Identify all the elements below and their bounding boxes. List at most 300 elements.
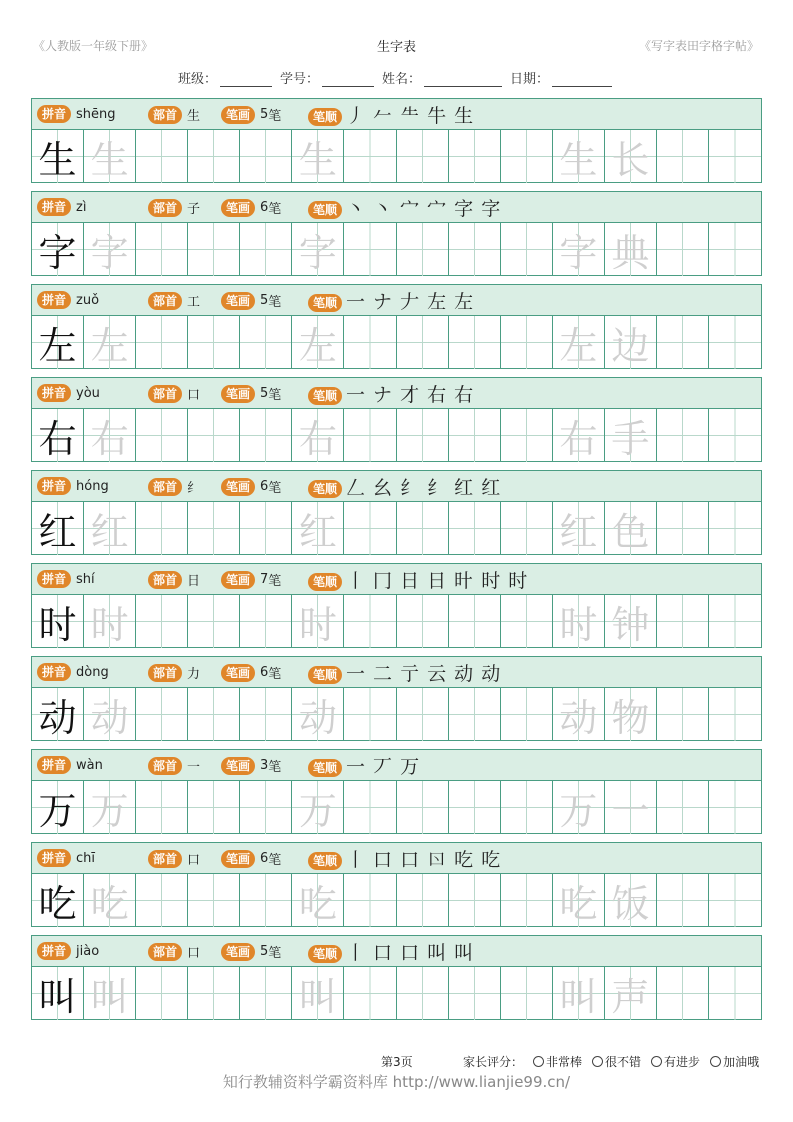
practice-cell[interactable] — [397, 874, 449, 927]
practice-cell[interactable] — [344, 502, 396, 555]
practice-cell[interactable] — [397, 781, 449, 834]
practice-cell[interactable] — [344, 130, 396, 183]
stroke-order-group — [308, 756, 420, 779]
trace-character[interactable]: 万 — [292, 781, 344, 834]
practice-cell[interactable] — [501, 874, 553, 927]
practice-cell[interactable] — [136, 223, 188, 276]
row-header — [32, 564, 761, 595]
practice-cell[interactable] — [657, 316, 709, 369]
practice-cell[interactable] — [657, 595, 709, 648]
trace-character[interactable]: 生 — [292, 130, 344, 183]
model-character[interactable]: 时 — [32, 595, 84, 648]
practice-cell[interactable] — [397, 688, 449, 741]
practice-cell[interactable] — [240, 781, 292, 834]
stroke-unit: 笔 — [268, 946, 282, 961]
trace-character[interactable]: 时 — [553, 595, 605, 648]
stroke-unit: 笔 — [268, 853, 282, 868]
practice-cell[interactable] — [136, 316, 188, 369]
radical-badge: 部首 — [148, 478, 182, 496]
practice-cell[interactable] — [344, 967, 396, 1020]
site-watermark: 知行教辅资料学霸资料库 http://www.lianjie99.cn/ — [222, 1073, 571, 1091]
tianzige-grid — [32, 781, 761, 834]
radical-badge: 部首 — [148, 664, 182, 682]
trace-character[interactable]: 字 — [553, 223, 605, 276]
trace-character[interactable]: 生 — [553, 130, 605, 183]
radical-value: 纟 — [187, 481, 201, 496]
number-field[interactable] — [280, 68, 374, 87]
practice-cell[interactable] — [344, 595, 396, 648]
trace-character[interactable]: 左 — [292, 316, 344, 369]
radical-value: 口 — [187, 853, 201, 868]
model-character[interactable]: 红 — [32, 502, 84, 555]
strokes-badge: 笔画 — [221, 571, 255, 589]
character-row — [31, 98, 762, 183]
row-header — [32, 936, 761, 967]
stroke-order-value: 丨 口 口 𠮚 吃 吃 — [346, 849, 502, 871]
practice-cell[interactable] — [240, 502, 292, 555]
practice-cell[interactable] — [657, 409, 709, 462]
strokes-badge: 笔画 — [221, 850, 255, 868]
practice-cell[interactable] — [188, 781, 240, 834]
practice-cell[interactable] — [449, 409, 501, 462]
stroke-order-group — [308, 105, 474, 128]
option-keep-going[interactable] — [710, 1053, 759, 1070]
practice-cell[interactable] — [240, 967, 292, 1020]
practice-cell[interactable] — [397, 409, 449, 462]
trace-character[interactable]: 叫 — [292, 967, 344, 1020]
model-character[interactable]: 右 — [32, 409, 84, 462]
stroke-unit: 笔 — [268, 481, 282, 496]
trace-word-character[interactable]: 声 — [605, 967, 657, 1020]
trace-character[interactable]: 生 — [84, 130, 136, 183]
trace-word-character[interactable]: 手 — [605, 409, 657, 462]
practice-cell[interactable] — [136, 409, 188, 462]
row-header — [32, 843, 761, 874]
practice-cell[interactable] — [709, 223, 761, 276]
stroke-order-badge: 笔顺 — [308, 387, 342, 405]
practice-cell[interactable] — [657, 688, 709, 741]
pinyin-badge: 拼音 — [37, 477, 71, 495]
row-header — [32, 657, 761, 688]
practice-cell[interactable] — [240, 316, 292, 369]
radical-value: 力 — [187, 667, 201, 682]
stroke-count: 6 — [260, 479, 269, 494]
pinyin-value: chī — [76, 850, 96, 866]
practice-cell[interactable] — [449, 967, 501, 1020]
character-row — [31, 284, 762, 369]
pinyin-badge: 拼音 — [37, 291, 71, 309]
tianzige-grid — [32, 595, 761, 648]
trace-word-character[interactable]: 长 — [605, 130, 657, 183]
strokes-badge: 笔画 — [221, 664, 255, 682]
stroke-order-badge: 笔顺 — [308, 573, 342, 591]
strokes-badge: 笔画 — [221, 757, 255, 775]
stroke-count: 6 — [260, 851, 269, 866]
pinyin-group — [37, 291, 99, 309]
practice-cell[interactable] — [188, 409, 240, 462]
practice-cell[interactable] — [501, 781, 553, 834]
practice-cell[interactable] — [501, 502, 553, 555]
tianzige-grid — [32, 502, 761, 555]
pinyin-group — [37, 105, 116, 123]
radical-badge: 部首 — [148, 943, 182, 961]
practice-cell[interactable] — [657, 874, 709, 927]
practice-cell[interactable] — [344, 316, 396, 369]
number-blank[interactable] — [322, 72, 374, 87]
trace-word-character[interactable]: 边 — [605, 316, 657, 369]
radical-value: 一 — [187, 760, 201, 775]
trace-character[interactable]: 右 — [292, 409, 344, 462]
practice-cell[interactable] — [344, 409, 396, 462]
practice-cell[interactable] — [709, 502, 761, 555]
name-field[interactable] — [382, 68, 502, 87]
radical-badge: 部首 — [148, 571, 182, 589]
practice-cell[interactable] — [397, 967, 449, 1020]
pinyin-value: jiào — [76, 943, 100, 959]
number-label: 学号： — [280, 72, 320, 87]
practice-cell[interactable] — [709, 409, 761, 462]
pinyin-value: wàn — [76, 757, 103, 773]
character-row — [31, 656, 762, 741]
stroke-order-group — [308, 198, 501, 221]
radical-badge: 部首 — [148, 385, 182, 403]
practice-cell[interactable] — [449, 781, 501, 834]
stroke-count: 5 — [260, 107, 269, 122]
parent-evaluation — [463, 1053, 759, 1070]
trace-character[interactable]: 叫 — [84, 967, 136, 1020]
character-row — [31, 842, 762, 927]
name-blank[interactable] — [424, 72, 502, 87]
practice-cell[interactable] — [397, 223, 449, 276]
radio-circle-icon[interactable] — [651, 1056, 662, 1067]
stroke-order-badge: 笔顺 — [308, 108, 342, 126]
trace-character[interactable]: 红 — [553, 502, 605, 555]
stroke-unit: 笔 — [268, 109, 282, 124]
stroke-order-group — [308, 477, 501, 500]
character-row — [31, 470, 762, 555]
pinyin-value: shí — [76, 571, 95, 587]
radical-group — [148, 198, 200, 217]
stroke-order-value: 一 ナ 𠂇 左 左 — [346, 291, 475, 313]
strokes-group — [221, 756, 281, 775]
model-character[interactable]: 生 — [32, 130, 84, 183]
pinyin-group — [37, 942, 99, 960]
practice-cell[interactable] — [344, 781, 396, 834]
practice-cell[interactable] — [188, 688, 240, 741]
practice-cell[interactable] — [136, 967, 188, 1020]
practice-cell[interactable] — [449, 874, 501, 927]
row-header — [32, 285, 761, 316]
radical-badge: 部首 — [148, 850, 182, 868]
practice-cell[interactable] — [188, 967, 240, 1020]
trace-character[interactable]: 右 — [84, 409, 136, 462]
stroke-unit: 笔 — [268, 760, 282, 775]
trace-character[interactable]: 吃 — [84, 874, 136, 927]
practice-cell[interactable] — [344, 874, 396, 927]
strokes-group — [221, 849, 281, 868]
pinyin-group — [37, 384, 100, 402]
option-improving[interactable] — [651, 1053, 700, 1070]
pinyin-badge: 拼音 — [37, 756, 71, 774]
practice-cell[interactable] — [709, 595, 761, 648]
pinyin-group — [37, 477, 109, 495]
stroke-order-value: 丿 𠂉 ⺧ 牛 生 — [346, 105, 475, 127]
date-blank[interactable] — [552, 72, 612, 87]
stroke-unit: 笔 — [268, 667, 282, 682]
stroke-count: 3 — [260, 758, 269, 773]
practice-cell[interactable] — [449, 130, 501, 183]
option-excellent[interactable] — [533, 1053, 582, 1070]
pinyin-value: yòu — [76, 385, 100, 401]
radical-badge: 部首 — [148, 199, 182, 217]
practice-cell[interactable] — [449, 502, 501, 555]
practice-cell[interactable] — [188, 223, 240, 276]
trace-character[interactable]: 吃 — [553, 874, 605, 927]
option-good[interactable] — [592, 1053, 641, 1070]
class-blank[interactable] — [220, 72, 272, 87]
practice-cell[interactable] — [344, 688, 396, 741]
stroke-order-group — [308, 942, 474, 965]
pinyin-badge: 拼音 — [37, 663, 71, 681]
trace-word-character[interactable]: 色 — [605, 502, 657, 555]
trace-character[interactable]: 动 — [292, 688, 344, 741]
stroke-order-value: 𠃋 幺 纟 纟 红 红 — [346, 477, 502, 499]
model-character[interactable]: 万 — [32, 781, 84, 834]
trace-character[interactable]: 时 — [84, 595, 136, 648]
practice-cell[interactable] — [449, 223, 501, 276]
name-label: 姓名： — [382, 72, 422, 87]
trace-character[interactable]: 动 — [84, 688, 136, 741]
trace-character[interactable]: 动 — [553, 688, 605, 741]
character-row — [31, 935, 762, 1020]
strokes-badge: 笔画 — [221, 199, 255, 217]
stroke-order-badge: 笔顺 — [308, 666, 342, 684]
practice-cell[interactable] — [501, 223, 553, 276]
model-character[interactable]: 左 — [32, 316, 84, 369]
strokes-group — [221, 663, 281, 682]
strokes-group — [221, 384, 281, 403]
row-header — [32, 378, 761, 409]
practice-cell[interactable] — [449, 595, 501, 648]
pinyin-value: zì — [76, 199, 87, 215]
strokes-badge: 笔画 — [221, 385, 255, 403]
trace-word-character[interactable]: 钟 — [605, 595, 657, 648]
practice-cell[interactable] — [240, 874, 292, 927]
trace-word-character[interactable]: 一 — [605, 781, 657, 834]
pinyin-group — [37, 570, 95, 588]
radical-group — [148, 849, 200, 868]
stroke-order-badge: 笔顺 — [308, 480, 342, 498]
practice-cell[interactable] — [501, 409, 553, 462]
practice-cell[interactable] — [136, 688, 188, 741]
radical-value: 口 — [187, 946, 201, 961]
practice-cell[interactable] — [657, 781, 709, 834]
practice-cell[interactable] — [501, 595, 553, 648]
stroke-order-badge: 笔顺 — [308, 852, 342, 870]
date-label: 日期： — [510, 72, 550, 87]
radical-value: 生 — [187, 109, 201, 124]
practice-cell[interactable] — [709, 130, 761, 183]
radical-group — [148, 663, 200, 682]
model-character[interactable]: 动 — [32, 688, 84, 741]
pinyin-badge: 拼音 — [37, 942, 71, 960]
strokes-group — [221, 198, 281, 217]
practice-cell[interactable] — [709, 874, 761, 927]
practice-cell[interactable] — [709, 688, 761, 741]
pinyin-group — [37, 198, 86, 216]
trace-word-character[interactable]: 饭 — [605, 874, 657, 927]
row-header — [32, 192, 761, 223]
practice-cell[interactable] — [501, 967, 553, 1020]
strokes-badge: 笔画 — [221, 943, 255, 961]
stroke-order-group — [308, 849, 501, 872]
trace-character[interactable]: 右 — [553, 409, 605, 462]
practice-cell[interactable] — [240, 223, 292, 276]
trace-character[interactable]: 左 — [84, 316, 136, 369]
practice-cell[interactable] — [657, 967, 709, 1020]
trace-character[interactable]: 时 — [292, 595, 344, 648]
stroke-order-group — [308, 663, 501, 686]
trace-character[interactable]: 吃 — [292, 874, 344, 927]
model-character[interactable]: 吃 — [32, 874, 84, 927]
trace-character[interactable]: 字 — [84, 223, 136, 276]
practice-cell[interactable] — [709, 967, 761, 1020]
trace-word-character[interactable]: 物 — [605, 688, 657, 741]
date-field[interactable] — [510, 68, 612, 87]
radio-circle-icon[interactable] — [710, 1056, 721, 1067]
stroke-order-value: 一 二 亍 云 动 动 — [346, 663, 502, 685]
practice-cell[interactable] — [188, 316, 240, 369]
practice-cell[interactable] — [344, 223, 396, 276]
practice-cell[interactable] — [501, 316, 553, 369]
class-field[interactable] — [178, 68, 272, 87]
practice-cell[interactable] — [136, 130, 188, 183]
pinyin-group — [37, 756, 103, 774]
row-header — [32, 750, 761, 781]
pinyin-badge: 拼音 — [37, 384, 71, 402]
stroke-order-badge: 笔顺 — [308, 294, 342, 312]
book-series-label: 《人教版一年级下册》 — [33, 39, 154, 53]
practice-cell[interactable] — [136, 781, 188, 834]
stroke-unit: 笔 — [268, 295, 282, 310]
character-row — [31, 191, 762, 276]
radical-badge: 部首 — [148, 757, 182, 775]
strokes-badge: 笔画 — [221, 292, 255, 310]
stroke-order-value: 一 ナ 才 右 右 — [346, 384, 475, 406]
trace-character[interactable]: 万 — [553, 781, 605, 834]
trace-character[interactable]: 字 — [292, 223, 344, 276]
stroke-count: 5 — [260, 944, 269, 959]
radio-circle-icon[interactable] — [533, 1056, 544, 1067]
strokes-group — [221, 105, 281, 124]
character-row — [31, 377, 762, 462]
practice-cell[interactable] — [397, 502, 449, 555]
stroke-order-group — [308, 570, 528, 593]
page-title: 生字表 — [376, 40, 416, 55]
practice-cell[interactable] — [501, 130, 553, 183]
stroke-order-badge: 笔顺 — [308, 201, 342, 219]
pinyin-value: hóng — [76, 478, 109, 494]
practice-cell[interactable] — [397, 130, 449, 183]
trace-character[interactable]: 万 — [84, 781, 136, 834]
practice-cell[interactable] — [657, 502, 709, 555]
practice-cell[interactable] — [136, 502, 188, 555]
radical-group — [148, 291, 200, 310]
class-label: 班级： — [178, 72, 218, 87]
practice-cell[interactable] — [188, 874, 240, 927]
practice-cell[interactable] — [709, 781, 761, 834]
pinyin-value: shēng — [76, 106, 116, 122]
practice-cell[interactable] — [136, 874, 188, 927]
trace-character[interactable]: 红 — [292, 502, 344, 555]
practice-cell[interactable] — [449, 688, 501, 741]
radical-value: 工 — [187, 295, 201, 310]
practice-cell[interactable] — [709, 316, 761, 369]
trace-character[interactable]: 叫 — [553, 967, 605, 1020]
row-header — [32, 471, 761, 502]
model-character[interactable]: 字 — [32, 223, 84, 276]
row-header — [32, 99, 761, 130]
trace-character[interactable]: 左 — [553, 316, 605, 369]
radical-value: 子 — [187, 202, 201, 217]
model-character[interactable]: 叫 — [32, 967, 84, 1020]
practice-cell[interactable] — [449, 316, 501, 369]
evaluation-label: 家长评分： — [463, 1055, 524, 1069]
practice-cell[interactable] — [240, 688, 292, 741]
practice-cell[interactable] — [657, 223, 709, 276]
tianzige-grid — [32, 874, 761, 927]
stroke-count: 5 — [260, 386, 269, 401]
practice-cell[interactable] — [188, 502, 240, 555]
practice-cell[interactable] — [240, 409, 292, 462]
stroke-order-badge: 笔顺 — [308, 759, 342, 777]
practice-cell[interactable] — [240, 595, 292, 648]
radical-value: 口 — [187, 388, 201, 403]
pinyin-badge: 拼音 — [37, 849, 71, 867]
radical-group — [148, 570, 200, 589]
radical-value: 日 — [187, 574, 201, 589]
practice-cell[interactable] — [188, 595, 240, 648]
radical-group — [148, 384, 200, 403]
practice-cell[interactable] — [397, 595, 449, 648]
stroke-count: 6 — [260, 200, 269, 215]
stroke-order-group — [308, 291, 474, 314]
stroke-order-value: 丶 丶 宀 宀 字 字 — [346, 198, 502, 220]
tianzige-grid — [32, 409, 761, 462]
pinyin-badge: 拼音 — [37, 105, 71, 123]
student-info-line — [178, 68, 612, 87]
stroke-unit: 笔 — [268, 574, 282, 589]
trace-character[interactable]: 红 — [84, 502, 136, 555]
workbook-label: 《写字表田字格字帖》 — [638, 39, 759, 53]
option-label: 很不错 — [605, 1055, 642, 1069]
strokes-group — [221, 570, 281, 589]
pinyin-badge: 拼音 — [37, 198, 71, 216]
radio-circle-icon[interactable] — [592, 1056, 603, 1067]
page-number: 第3页 — [381, 1055, 413, 1069]
practice-cell[interactable] — [136, 595, 188, 648]
practice-cell[interactable] — [240, 130, 292, 183]
stroke-order-value: 丨 冂 日 日 旪 时 时 — [346, 570, 529, 592]
strokes-badge: 笔画 — [221, 478, 255, 496]
stroke-order-value: 丨 口 口 叫 叫 — [346, 942, 475, 964]
practice-cell[interactable] — [188, 130, 240, 183]
practice-cell[interactable] — [657, 130, 709, 183]
trace-word-character[interactable]: 典 — [605, 223, 657, 276]
practice-cell[interactable] — [397, 316, 449, 369]
practice-cell[interactable] — [501, 688, 553, 741]
tianzige-grid — [32, 130, 761, 183]
